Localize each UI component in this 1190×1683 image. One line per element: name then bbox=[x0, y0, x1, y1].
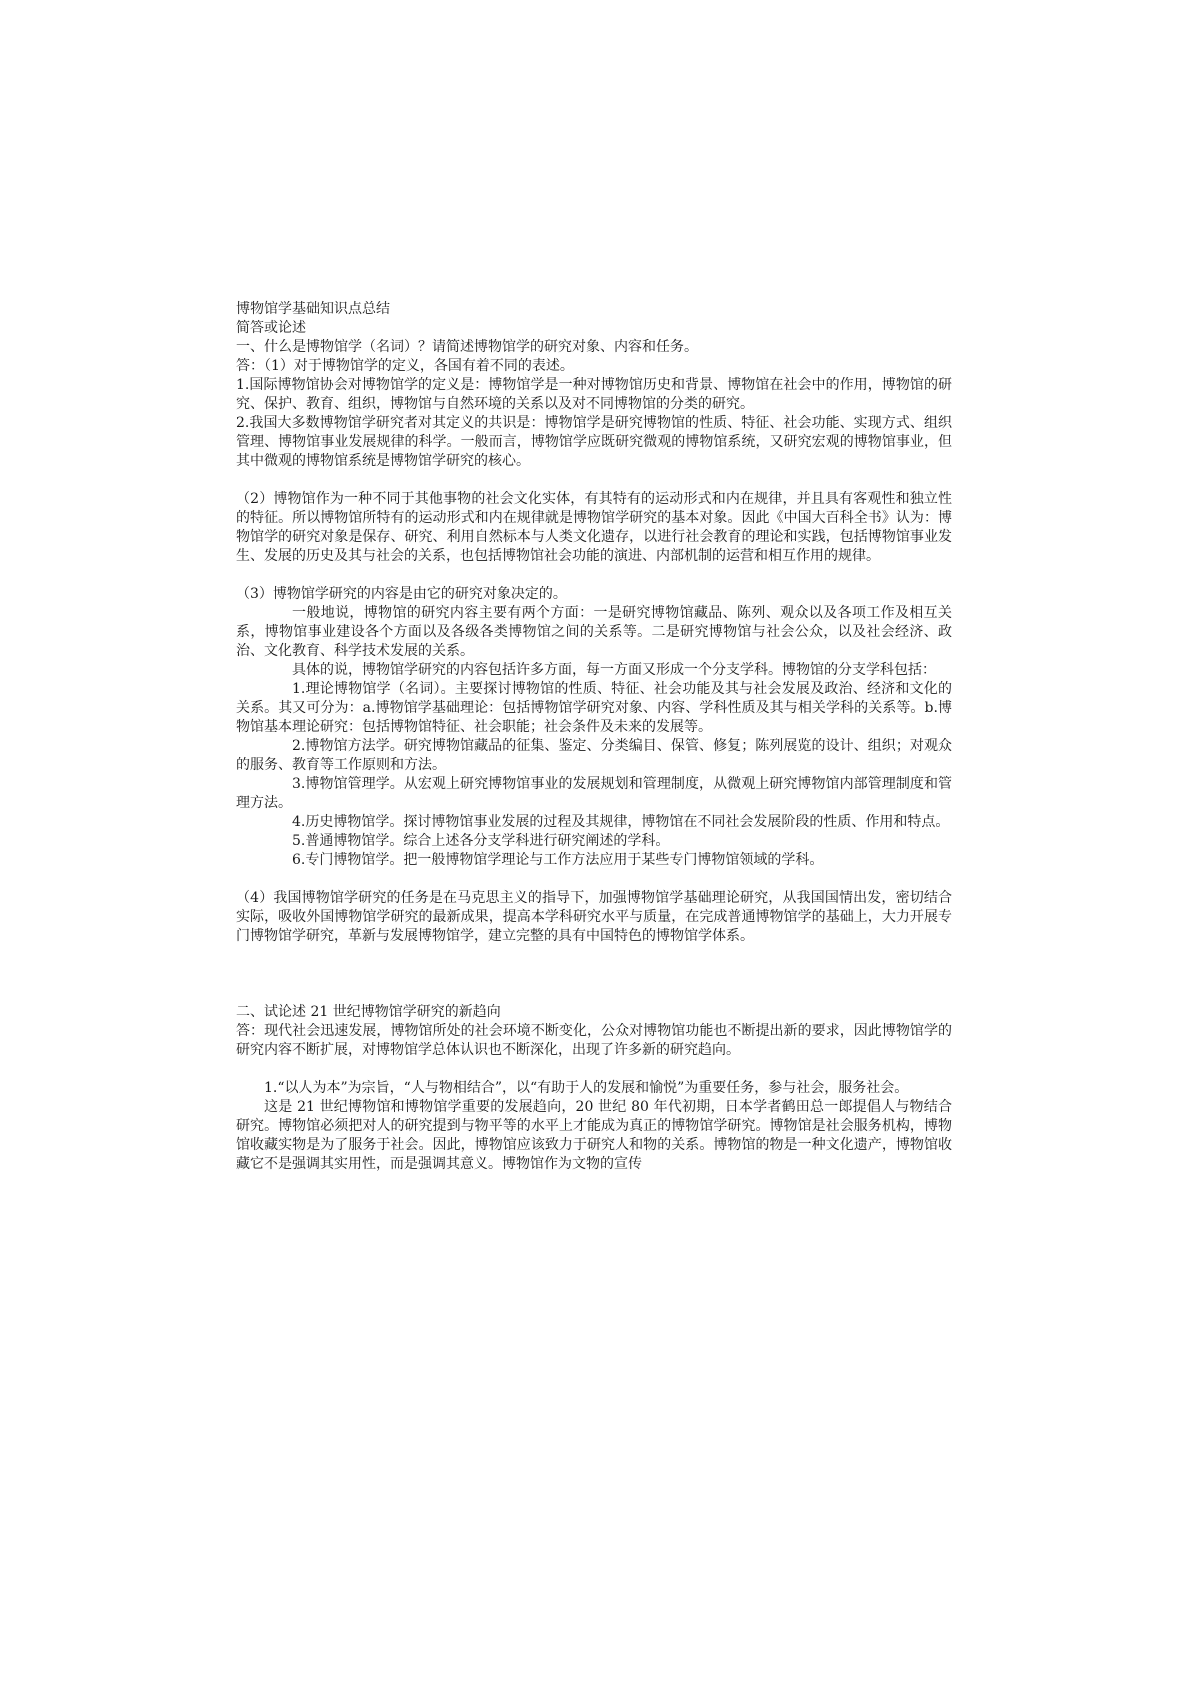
question-2-heading: 二、试论述 21 世纪博物馆学研究的新趋向 bbox=[236, 1004, 501, 1020]
paragraph: 一般地说，博物馆的研究内容主要有两个方面：一是研究博物馆藏品、陈列、观众以及各项工作及相互关系，博物馆事业建设各个方面以及各级各类博物馆之间的关系等。二是研究博物馆与社会公众，以及社会经济、政治、文化教育、科学技术发展的关系。 bbox=[236, 605, 952, 659]
spacer bbox=[236, 870, 952, 889]
section-heading: 简答或论述 bbox=[236, 320, 306, 336]
list-item: 2.博物馆方法学。研究博物馆藏品的征集、鉴定、分类编目、保管、修复；陈列展览的设计、组织；对观众的服务、教育等工作原则和方法。 bbox=[236, 738, 952, 773]
list-item: 4.历史博物馆学。探讨博物馆事业发展的过程及其规律，博物馆在不同社会发展阶段的性质、作用和特点。 bbox=[292, 814, 950, 830]
document-page bbox=[236, 300, 952, 1174]
paragraph: 1.国际博物馆协会对博物馆学的定义是：博物馆学是一种对博物馆历史和背景、博物馆在社会中的作用，博物馆的研究、保护、教育、组织，博物馆与自然环境的关系以及对不同博物馆的分类的研究。 bbox=[236, 377, 952, 412]
paragraph: 这是 21 世纪博物馆和博物馆学重要的发展趋向，20 世纪 80 年代初期，日本学者鹤田总一郎提倡人与物结合研究。博物馆必须把对人的研究提到与物平等的水平上才能成为真正的博物馆学研究。博物馆是社会服务机构，博物馆收藏实物是为了服务于社会。因此，博物馆应该致力于研究人和物的关系。博物馆的物是一种文化遗产，博物馆收藏它不是强调其实用性，而是强调其意义。博物馆作为文物的宣传 bbox=[236, 1099, 952, 1172]
list-item: 1.理论博物馆学（名词）。主要探讨博物馆的性质、特征、社会功能及其与社会发展及政治、经济和文化的关系。其又可分为：a.博物馆学基础理论：包括博物馆学研究对象、内容、学科性质及其与相关学科的关系等。b.博物馆基本理论研究：包括博物馆特征、社会职能；社会条件及未来的发展等。 bbox=[236, 681, 952, 735]
spacer bbox=[236, 1060, 952, 1079]
paragraph: （2）博物馆作为一种不同于其他事物的社会文化实体，有其特有的运动形式和内在规律，并且具有客观性和独立性的特征。所以博物馆所特有的运动形式和内在规律就是博物馆学研究的基本对象。因此《中国大百科全书》认为：博物馆学的研究对象是保存、研究、利用自然标本与人类文化遗存，以进行社会教育的理论和实践，包括博物馆事业发生、发展的历史及其与社会的关系，也包括博物馆社会功能的演进、内部机制的运营和相互作用的规律。 bbox=[236, 491, 952, 564]
document-title: 博物馆学基础知识点总结 bbox=[236, 301, 390, 317]
question-1-heading: 一、什么是博物馆学（名词）？请简述博物馆学的研究对象、内容和任务。 bbox=[236, 339, 698, 355]
paragraph: 2.我国大多数博物馆学研究者对其定义的共识是：博物馆学是研究博物馆的性质、特征、社会功能、实现方式、组织管理、博物馆事业发展规律的科学。一般而言，博物馆学应既研究微观的博物馆系统，又研究宏观的博物馆事业，但其中微观的博物馆系统是博物馆学研究的核心。 bbox=[236, 415, 952, 469]
list-item: 6.专门博物馆学。把一般博物馆学理论与工作方法应用于某些专门博物馆领域的学科。 bbox=[292, 852, 824, 868]
spacer bbox=[236, 566, 952, 585]
spacer bbox=[236, 471, 952, 490]
paragraph: 具体的说，博物馆学研究的内容包括许多方面，每一方面又形成一个分支学科。博物馆的分支学科包括： bbox=[292, 662, 936, 678]
paragraph: 答：现代社会迅速发展，博物馆所处的社会环境不断变化，公众对博物馆功能也不断提出新的要求，因此博物馆学的研究内容不断扩展，对博物馆学总体认识也不断深化，出现了许多新的研究趋向。 bbox=[236, 1023, 952, 1058]
paragraph: 1.“以人为本”为宗旨，“人与物相结合”，以“有助于人的发展和愉悦”为重要任务，参与社会，服务社会。 bbox=[264, 1080, 909, 1096]
spacer bbox=[236, 946, 952, 1003]
paragraph: 答：（1）对于博物馆学的定义，各国有着不同的表述。 bbox=[236, 358, 574, 374]
paragraph: （4）我国博物馆学研究的任务是在马克思主义的指导下，加强博物馆学基础理论研究，从我国国情出发，密切结合实际，吸收外国博物馆学研究的最新成果，提高本学科研究水平与质量，在完成普通博物馆学的基础上，大力开展专门博物馆学研究，革新与发展博物馆学，建立完整的具有中国特色的博物馆学体系。 bbox=[236, 890, 952, 944]
list-item: 5.普通博物馆学。综合上述各分支学科进行研究阐述的学科。 bbox=[292, 833, 670, 849]
paragraph: （3）博物馆学研究的内容是由它的研究对象决定的。 bbox=[236, 586, 567, 602]
list-item: 3.博物馆管理学。从宏观上研究博物馆事业的发展规划和管理制度，从微观上研究博物馆内部管理制度和管理方法。 bbox=[236, 776, 952, 811]
